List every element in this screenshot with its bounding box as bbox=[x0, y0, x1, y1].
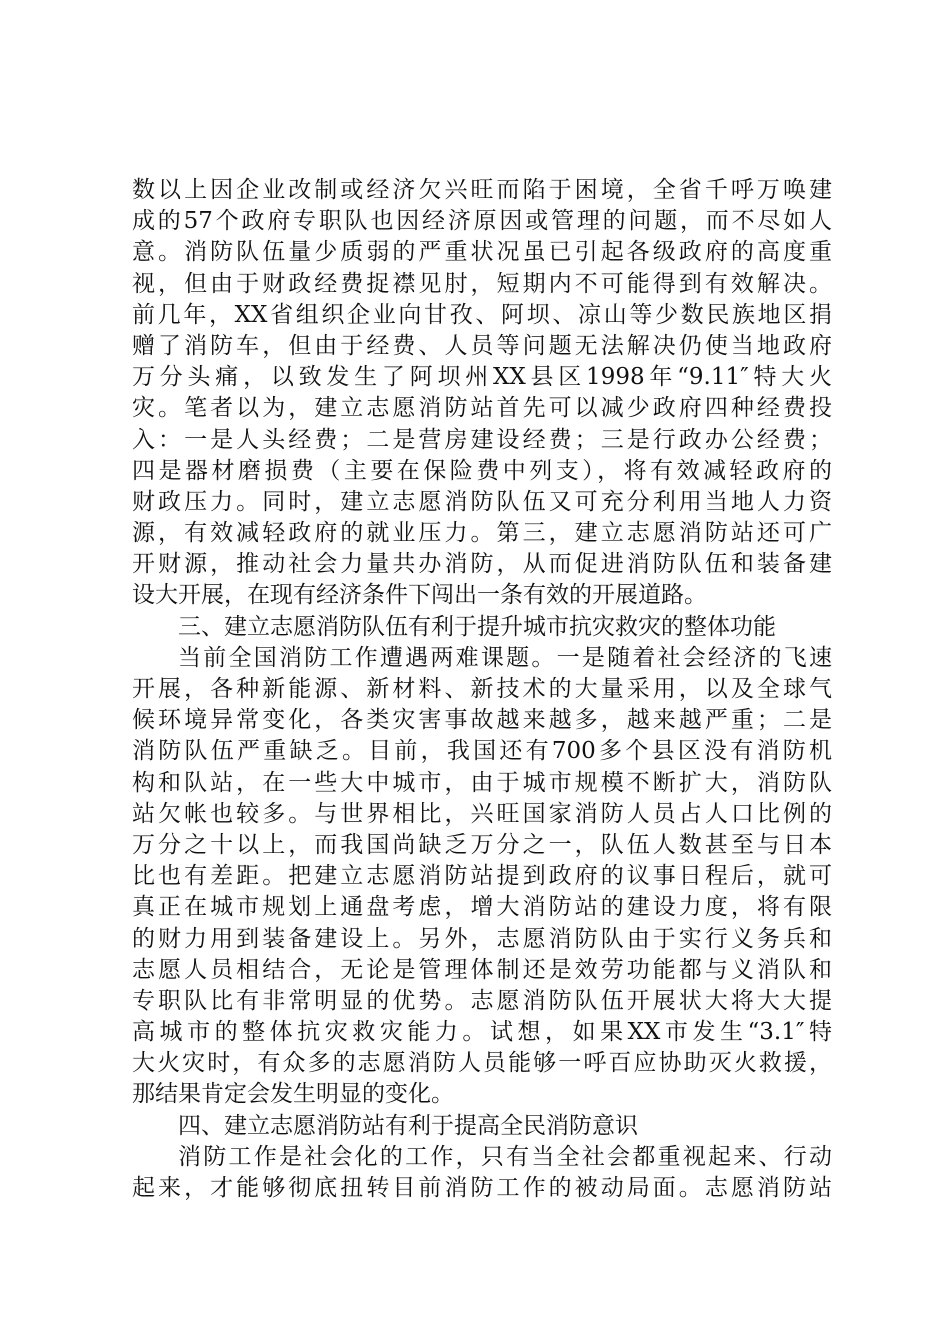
text-line: 大火灾时，有众多的志愿消防人员能够一呼百应协助灭火救援， bbox=[132, 1050, 832, 1077]
text-line: 万分头痛，以致发生了阿坝州XX县区1998年“9.11″特大火 bbox=[132, 364, 832, 391]
text-line: 赠了消防车，但由于经费、人员等问题无法解决仍使当地政府 bbox=[132, 332, 832, 359]
text-line: 志愿人员相结合，无论是管理体制还是效劳功能都与义消队和 bbox=[132, 956, 832, 983]
text-line: 消防工作是社会化的工作，只有当全社会都重视起来、行动 bbox=[178, 1143, 832, 1170]
text-line: 开展，各种新能源、新材料、新技术的大量采用，以及全球气 bbox=[132, 676, 832, 702]
paragraph-funding bbox=[132, 175, 832, 612]
section-heading-three: 三、建立志愿消防队伍有利于提升城市抗灾救灾的整体功能 bbox=[178, 613, 776, 640]
text-line: 财政压力。同时，建立志愿消防队伍又可充分利用当地人力资 bbox=[132, 488, 832, 515]
text-line: 候环境异常变化，各类灾害事故越来越多，越来越严重；二是 bbox=[132, 707, 832, 734]
section-heading-four: 四、建立志愿消防站有利于提高全民消防意识 bbox=[178, 1112, 638, 1139]
text-line: 消防队伍严重缺乏。目前，我国还有700多个县区没有消防机 bbox=[132, 738, 832, 765]
text-line: 入：一是人头经费；二是营房建设经费；三是行政办公经费； bbox=[132, 426, 832, 453]
text-line: 万分之十以上，而我国尚缺乏万分之一，队伍人数甚至与日本 bbox=[132, 831, 832, 858]
text-line: 起来，才能够彻底扭转目前消防工作的被动局面。志愿消防站 bbox=[132, 1175, 832, 1201]
paragraph-city-capability bbox=[132, 643, 832, 1111]
text-line: 数以上因企业改制或经济欠兴旺而陷于困境，全省千呼万唤建 bbox=[132, 177, 832, 203]
paragraph-public-awareness bbox=[132, 1142, 832, 1204]
text-line: 设大开展，在现有经济条件下闯出一条有效的开展道路。 bbox=[132, 582, 707, 609]
text-line: 专职队比有非常明显的优势。志愿消防队伍开展状大将大大提 bbox=[132, 987, 832, 1014]
text-line: 那结果肯定会发生明显的变化。 bbox=[132, 1081, 454, 1108]
text-line: 四是器材磨损费（主要在保险费中列支），将有效减轻政府的 bbox=[132, 457, 832, 484]
text-line: 站欠帐也较多。与世界相比，兴旺国家消防人员占人口比例的 bbox=[132, 800, 832, 827]
text-line: 比也有差距。把建立志愿消防站提到政府的议事日程后，就可 bbox=[132, 863, 832, 890]
text-line: 视，但由于财政经费捉襟见肘，短期内不可能得到有效解决。 bbox=[132, 270, 832, 297]
text-line: 当前全国消防工作遭遇两难课题。一是随着社会经济的飞速 bbox=[178, 644, 832, 671]
text-line: 真正在城市规划上通盘考虑，增大消防站的建设力度，将有限 bbox=[132, 894, 832, 921]
text-line: 意。消防队伍量少质弱的严重状况虽已引起各级政府的高度重 bbox=[132, 239, 832, 266]
text-line: 的财力用到装备建设上。另外，志愿消防队由于实行义务兵和 bbox=[132, 925, 832, 952]
text-line: 开财源，推动社会力量共办消防，从而促进消防队伍和装备建 bbox=[132, 551, 832, 578]
text-line: 灾。笔者以为，建立志愿消防站首先可以减少政府四种经费投 bbox=[132, 395, 832, 422]
text-line: 前几年，XX省组织企业向甘孜、阿坝、凉山等少数民族地区捐 bbox=[132, 301, 832, 328]
text-line: 构和队站，在一些大中城市，由于城市规模不断扩大，消防队 bbox=[132, 769, 832, 796]
text-line: 源，有效减轻政府的就业压力。第三，建立志愿消防站还可广 bbox=[132, 520, 832, 547]
text-line: 高城市的整体抗灾救灾能力。试想，如果XX市发生“3.1″特 bbox=[132, 1019, 832, 1046]
document-body bbox=[132, 175, 832, 1204]
text-line: 成的57个政府专职队也因经济原因或管理的问题，而不尽如人 bbox=[132, 208, 832, 235]
